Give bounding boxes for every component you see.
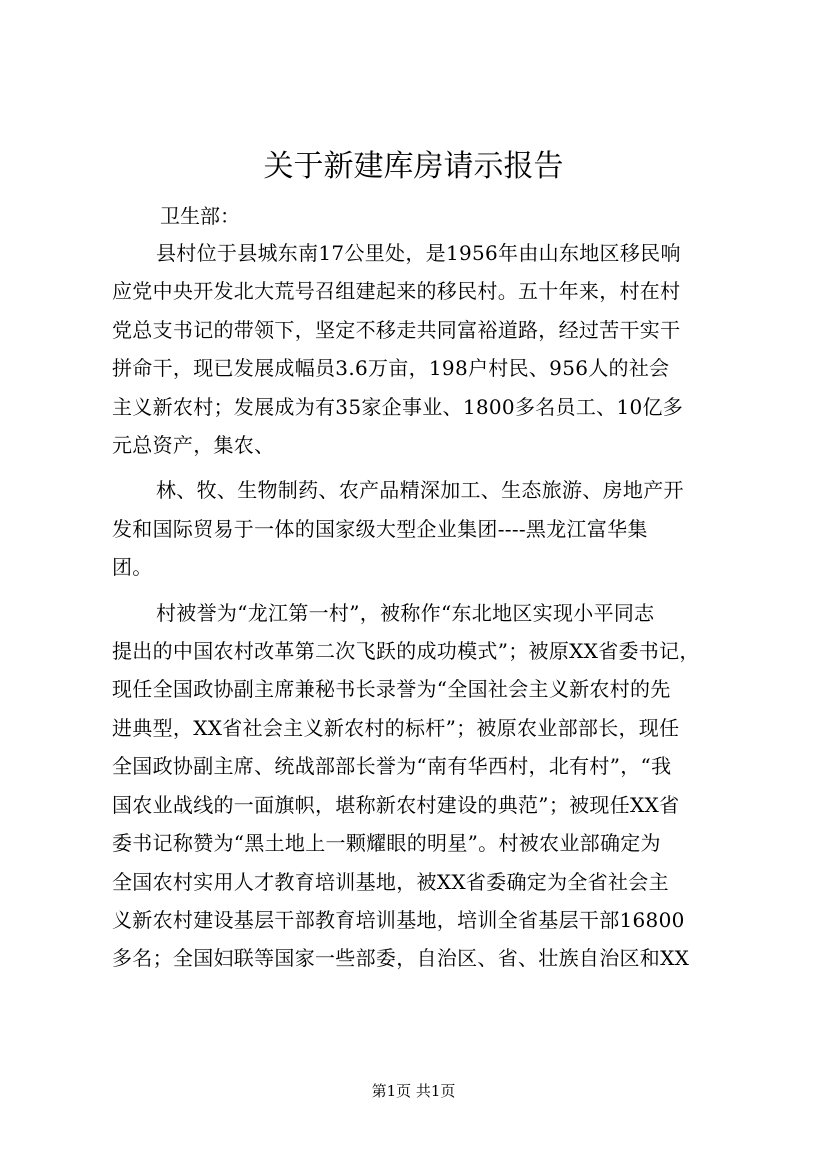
text-line: 委书记称赞为“黑土地上一颗耀眼的明星”。村被农业部确定为 [112, 831, 661, 856]
text-line: 全国政协副主席、统战部部长誉为“南有华西村，北有村”，“我 [112, 754, 672, 779]
text-line: 进典型，XX省社会主义新农村的标杆”；被原农业部部长，现任 [112, 715, 680, 740]
page-number-footer: 第1页 共1页 [371, 1082, 456, 1100]
salutation: 卫生部： [160, 204, 240, 228]
document-body [112, 234, 724, 978]
text-line: 团。 [112, 555, 153, 580]
paragraph-3 [112, 594, 724, 978]
text-line: 义新农村建设基层干部教育培训基地，培训全省基层干部16800 [112, 907, 685, 932]
document-title: 关于新建库房请示报告 [263, 149, 564, 184]
text-line: 全国农村实用人才教育培训基地，被XX省委确定为全省社会主 [112, 869, 669, 894]
text-line: 现任全国政协副主席兼秘书长录誉为“全国社会主义新农村的先 [112, 677, 671, 702]
text-line: 主义新农村；发展成为有35家企事业、1800多名员工、10亿多 [112, 394, 684, 419]
text-line: 发和国际贸易于一体的国家级大型企业集团----黑龙江富华集 [112, 516, 648, 541]
text-line: 党总支书记的带领下，坚定不移走共同富裕道路，经过苦干实干 [112, 317, 681, 342]
text-line: 应党中央开发北大荒号召组建起来的移民村。五十年来，村在村 [112, 279, 681, 304]
text-line: 村被誉为“龙江第一村”，被称作“东北地区实现小平同志 [156, 600, 655, 625]
text-line: 拼命干，现已发展成幅员3.6万亩，198户村民、956人的社会 [112, 356, 670, 381]
text-line: 元总资产，集农、 [112, 433, 275, 458]
text-line: 国农业战线的一面旗帜，堪称新农村建设的典范”；被现任XX省 [112, 792, 680, 817]
text-line: 县村位于县城东南17公里处，是1956年由山东地区移民响 [156, 241, 681, 265]
text-line: 林、牧、生物制药、农产品精深加工、生态旅游、房地产开 [156, 478, 684, 503]
paragraph-2 [112, 471, 724, 586]
text-line: 多名；全国妇联等国家一些部委，自治区、省、壮族自治区和XX [112, 946, 690, 971]
paragraph-1 [112, 234, 724, 464]
text-line: 提出的中国农村改革第二次飞跃的成功模式”；被原XX省委书记， [112, 639, 700, 664]
